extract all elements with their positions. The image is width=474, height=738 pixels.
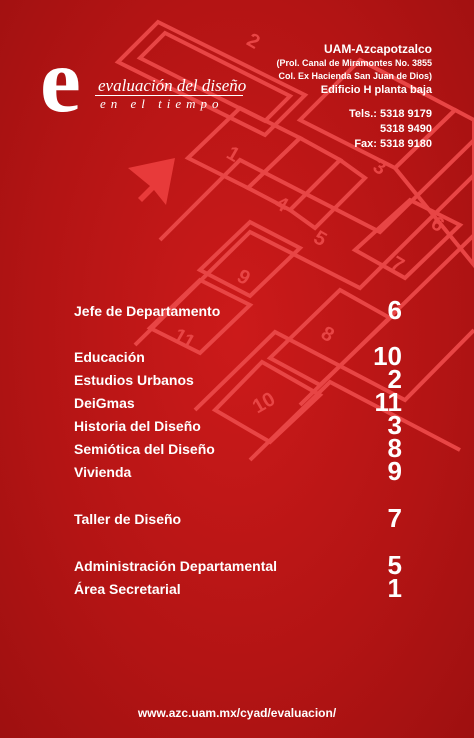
directory-item [74, 295, 404, 325]
directory-item [74, 341, 404, 371]
directory-room-number: 9 [387, 456, 402, 486]
directory-label: DeiGmas [74, 395, 135, 411]
directory-label: Vivienda [74, 464, 132, 480]
directory-label: Administración Departamental [74, 558, 278, 574]
directory-room-number: 7 [387, 503, 402, 533]
logo-title: evaluación del diseño [98, 76, 247, 95]
building: Edificio H planta baja [320, 84, 432, 96]
directory-room-number: 2 [387, 364, 402, 394]
directory-label: Historia del Diseño [74, 418, 201, 434]
directory-room-number: 1 [387, 573, 402, 603]
directory-room-number: 6 [387, 295, 402, 325]
logo [40, 29, 250, 131]
directory-label: Estudios Urbanos [74, 372, 194, 388]
map-label-10: 10 [248, 388, 280, 419]
directory-label: Taller de Diseño [74, 511, 182, 527]
address-line-2: Col. Ex Hacienda San Juan de Dios) [278, 71, 432, 81]
directory-label: Educación [74, 349, 145, 365]
address-line-1: (Prol. Canal de Miramontes No. 3855 [276, 58, 432, 68]
directory-item [74, 433, 404, 463]
map-label-1: 1 [222, 142, 244, 167]
directory-item [74, 410, 404, 440]
website-link[interactable]: www.azc.uam.mx/cyad/evaluacion/ [137, 706, 337, 720]
directory-room-number: 3 [387, 410, 402, 440]
directory-item [74, 573, 404, 603]
logo-initials: e [40, 29, 81, 131]
map-label-7: 7 [387, 252, 408, 277]
logo-subtitle: en el tiempo [100, 96, 224, 111]
map-label-5: 5 [309, 226, 331, 252]
map-label-11: 11 [169, 324, 199, 354]
map-label-2: 2 [242, 29, 264, 54]
directory-item [74, 364, 404, 394]
directory-item [74, 456, 404, 486]
directory-label: Jefe de Departamento [74, 303, 221, 319]
directory-label: Semiótica del Diseño [74, 441, 215, 457]
contact-block [276, 41, 432, 152]
directory-label: Área Secretarial [74, 581, 181, 597]
map-label-9: 9 [233, 265, 254, 290]
fax: Fax: 5318 9180 [354, 138, 432, 150]
map-label-4: 4 [271, 192, 292, 217]
institution-name: UAM-Azcapotzalco [323, 42, 432, 56]
directory-room-number: 11 [374, 387, 402, 417]
location-arrow-icon [128, 158, 175, 205]
telephone-2: 5318 9490 [380, 123, 432, 135]
directory-item [74, 387, 404, 417]
telephone-1: Tels.: 5318 9179 [349, 108, 432, 120]
map-label-6: 6 [427, 212, 448, 237]
directory-room-number: 5 [387, 550, 402, 580]
map-label-8: 8 [317, 322, 338, 347]
directory-item [74, 503, 404, 533]
directory-item [74, 550, 404, 580]
map-label-3: 3 [369, 155, 390, 180]
directory-room-number: 8 [387, 433, 402, 463]
directory-room-number: 10 [373, 341, 402, 371]
